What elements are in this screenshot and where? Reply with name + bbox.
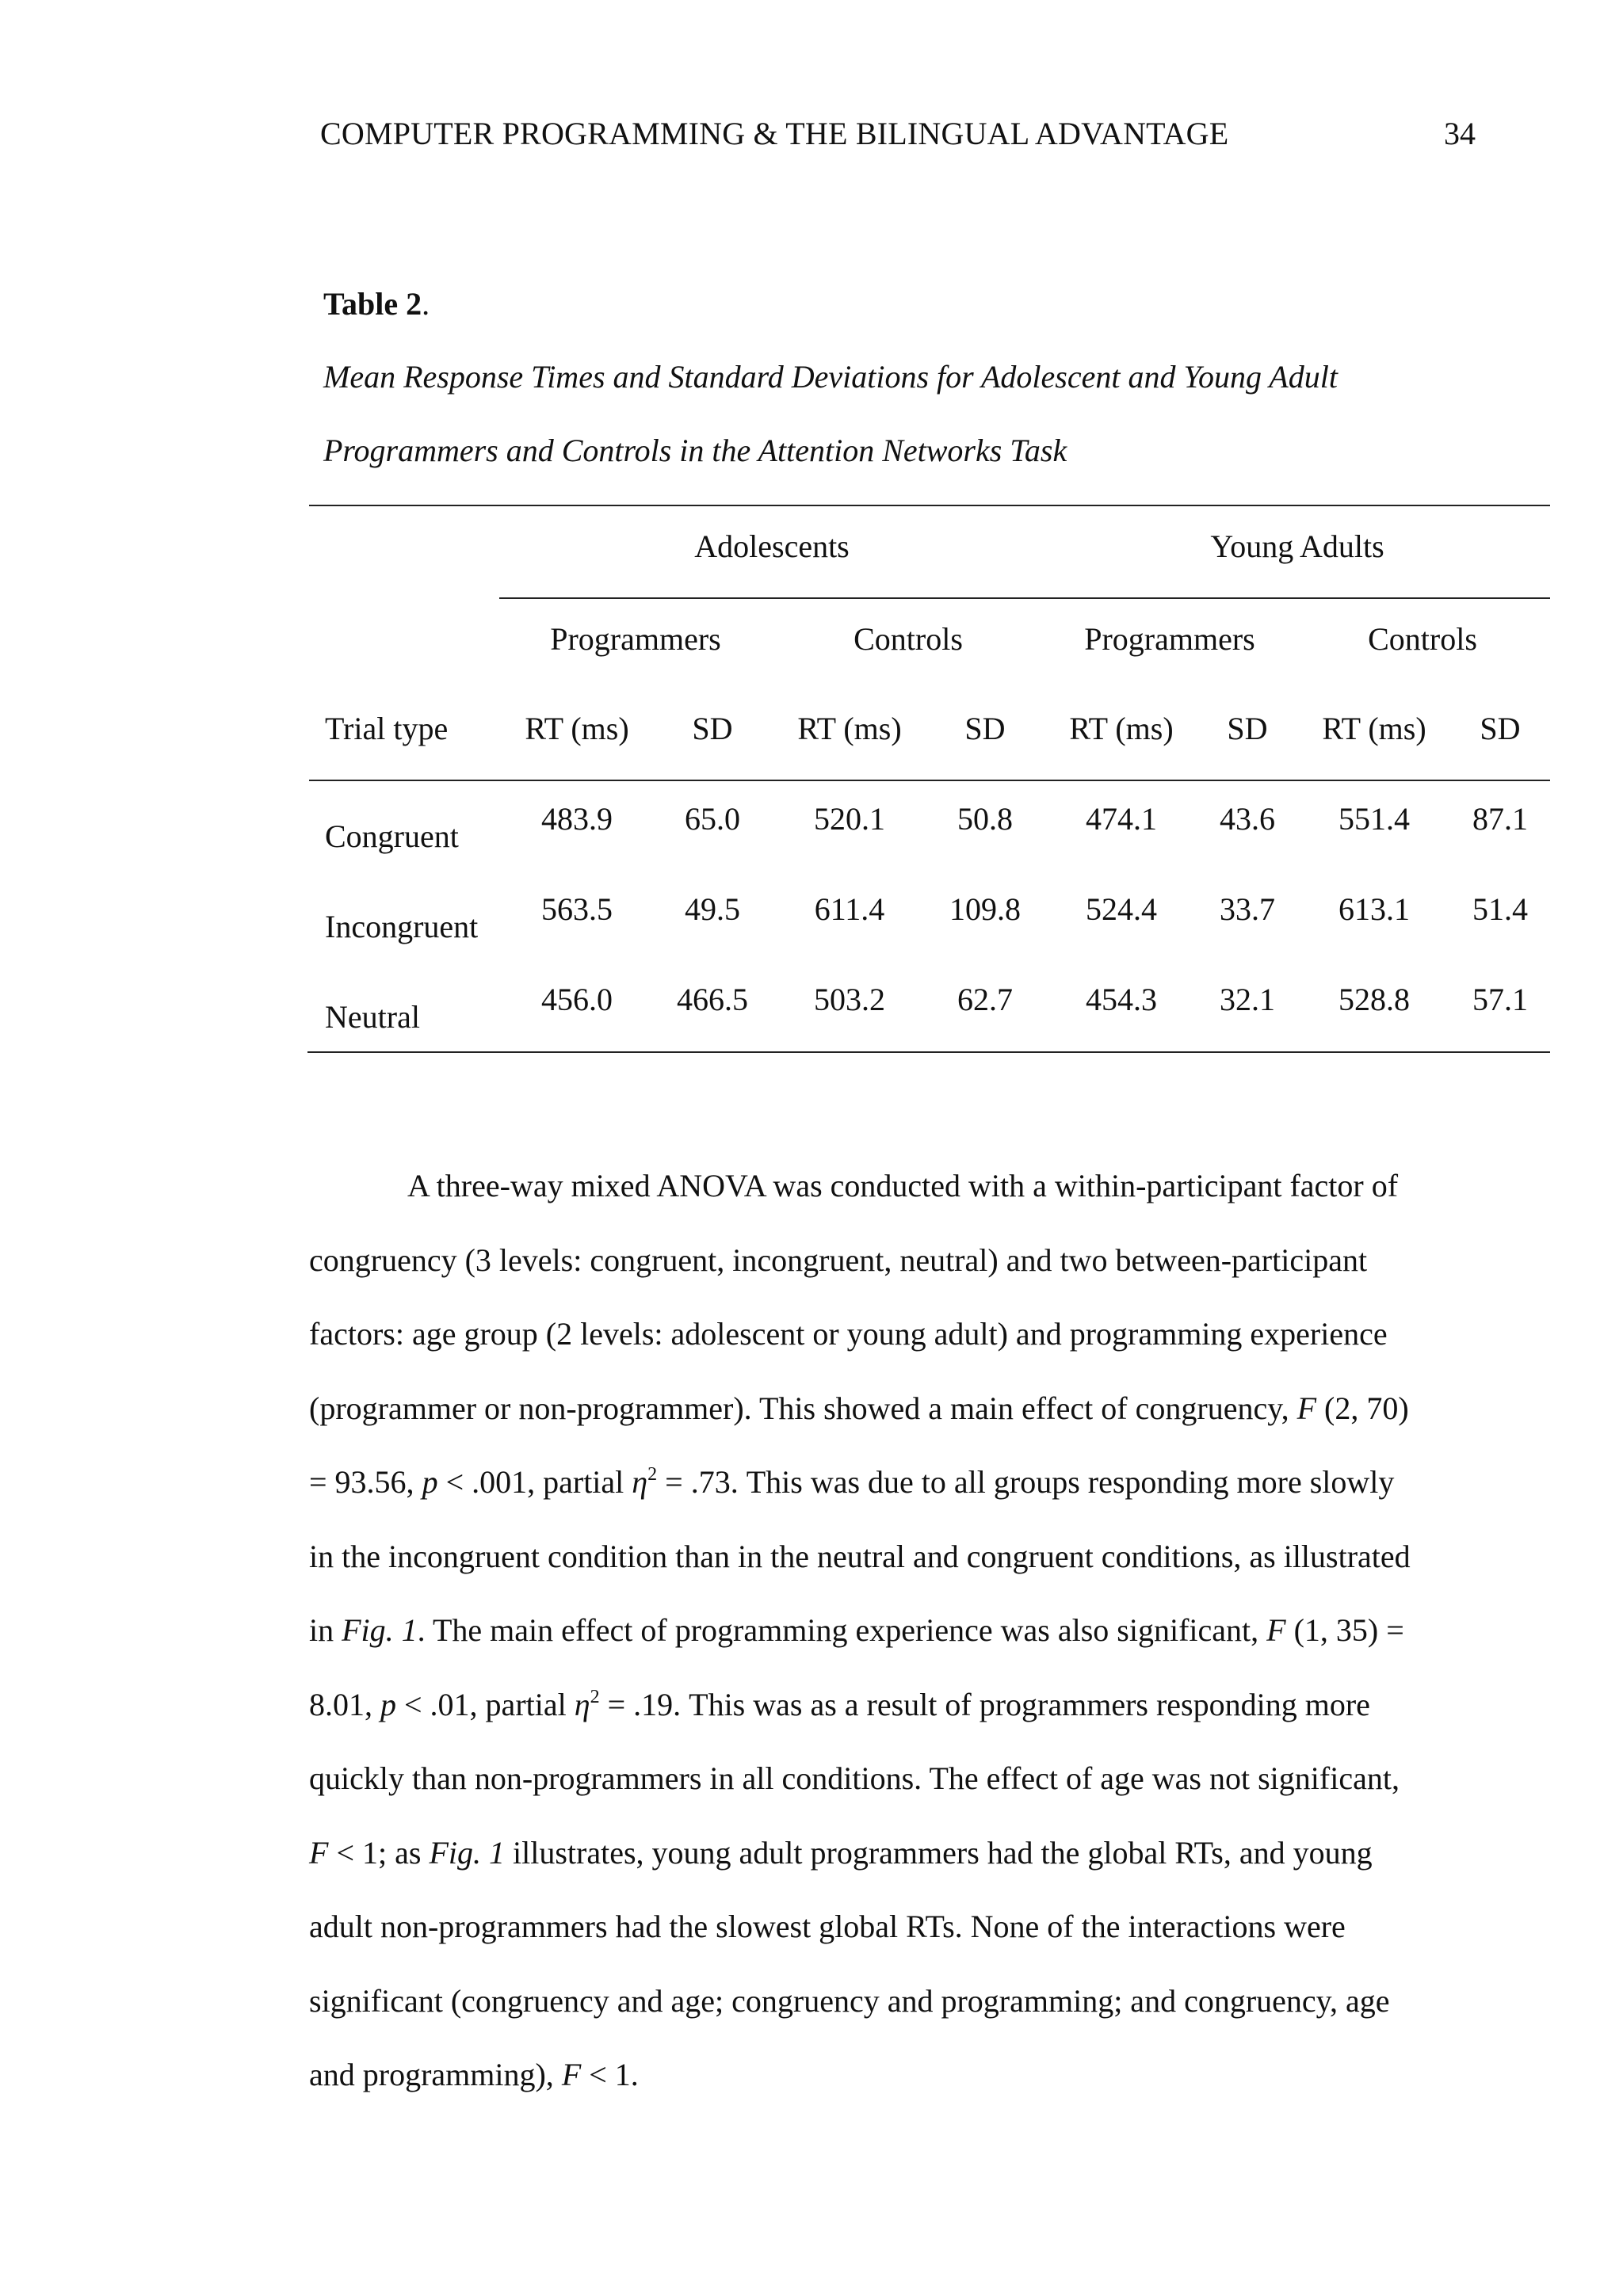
superscript: 2 (647, 1464, 658, 1485)
paragraph-line: congruency (3 levels: congruent, incongruent, neutral) and two between-participant (309, 1241, 1368, 1278)
stat-symbol-p: p (422, 1464, 438, 1500)
paragraph-line: quickly than non-programmers in all conditions. The effect of age was not significant, (309, 1760, 1400, 1796)
table-label-text: Table 2 (323, 286, 422, 322)
text-run: in (309, 1612, 342, 1648)
table-cell: 454.3 (1086, 982, 1157, 1017)
group-header-adolescents: Adolescents (694, 528, 850, 564)
column-header: SD (692, 711, 733, 746)
table-cell: 65.0 (685, 801, 740, 837)
table-cell: 613.1 (1338, 891, 1410, 927)
subgroup-header: Programmers (1084, 621, 1255, 657)
stat-symbol-f: F (1296, 1390, 1317, 1426)
stub-header: Trial type (325, 711, 449, 746)
paragraph-line (309, 1668, 1466, 1742)
paragraph-line: A three-way mixed ANOVA was conducted with a within-participant factor of (407, 1168, 1399, 1203)
figure-reference: Fig. 1 (342, 1612, 418, 1648)
table-cell: 474.1 (1086, 801, 1157, 837)
paragraph-line: adult non-programmers had the slowest global RTs. None of the interactions were (309, 1909, 1346, 1944)
column-header: RT (ms) (797, 711, 902, 746)
group-header-rule (499, 597, 1550, 599)
table-cell: 32.1 (1220, 982, 1275, 1017)
page-number: 34 (1444, 116, 1476, 151)
text-run: < 1; as (328, 1834, 430, 1871)
table-cell: 43.6 (1220, 801, 1275, 837)
table-title-line-1: Mean Response Times and Standard Deviations for Adolescent and Young Adult (323, 359, 1338, 395)
table-cell: 503.2 (814, 982, 885, 1017)
figure-reference: Fig. 1 (429, 1834, 505, 1871)
table-title-line-2: Programmers and Controls in the Attention Networks Task (323, 433, 1067, 468)
table-cell: 551.4 (1338, 801, 1410, 837)
row-label-neutral: Neutral (325, 999, 420, 1035)
row-label-incongruent: Incongruent (325, 909, 479, 944)
table-cell: 563.5 (541, 891, 613, 927)
table-label (323, 285, 430, 322)
subgroup-header: Controls (854, 621, 963, 657)
subgroup-header: Controls (1368, 621, 1477, 657)
superscript: 2 (590, 1686, 600, 1707)
table-cell: 483.9 (541, 801, 613, 837)
group-header-young-adults: Young Adults (1210, 528, 1384, 564)
body-paragraph (309, 1149, 1466, 2112)
paragraph-line (309, 1816, 1466, 1890)
column-header: RT (ms) (1069, 711, 1174, 746)
table-cell: 33.7 (1220, 891, 1275, 927)
table-label-period: . (422, 286, 430, 322)
table-cell: 57.1 (1472, 982, 1528, 1017)
table-cell: 528.8 (1338, 982, 1410, 1017)
text-run: 8.01, (309, 1686, 380, 1722)
table-cell: 50.8 (957, 801, 1013, 837)
text-run: and programming), (309, 2057, 562, 2092)
table-cell: 466.5 (677, 982, 748, 1017)
column-header: RT (ms) (525, 711, 629, 746)
column-header: SD (1227, 711, 1268, 746)
table-cell: 456.0 (541, 982, 613, 1017)
paragraph-line (309, 1371, 1466, 1446)
paragraph-line: in the incongruent condition than in the neutral and congruent conditions, as illustrated (309, 1538, 1411, 1574)
text-run: < 1. (581, 2057, 639, 2092)
table-cell: 62.7 (957, 982, 1013, 1017)
paragraph-line (309, 1593, 1466, 1668)
table-cell: 49.5 (685, 891, 740, 927)
paragraph-line: factors: age group (2 levels: adolescent or young adult) and programming experience (309, 1316, 1388, 1352)
text-run: < .001, partial (437, 1464, 632, 1500)
column-header-rule (309, 780, 1550, 781)
text-run: . The main effect of programming experience was also significant, (417, 1612, 1267, 1648)
stat-symbol-f: F (561, 2057, 582, 2092)
subgroup-header: Programmers (550, 621, 721, 657)
table-cell: 87.1 (1472, 801, 1528, 837)
text-run: (programmer or non-programmer). This showed a main effect of congruency, (309, 1390, 1297, 1426)
text-run: (2, 70) (1316, 1390, 1409, 1426)
stat-symbol-f: F (309, 1834, 329, 1871)
paragraph-line (309, 2038, 1466, 2112)
table-cell: 611.4 (814, 891, 885, 927)
running-head: COMPUTER PROGRAMMING & THE BILINGUAL ADVANTAGE (320, 116, 1229, 151)
table-cell: 109.8 (949, 891, 1021, 927)
text-run: = .73. This was due to all groups responding more slowly (657, 1464, 1395, 1500)
stat-symbol-p: p (380, 1686, 396, 1722)
stat-symbol-f: F (1266, 1612, 1286, 1648)
text-run: < .01, partial (396, 1686, 575, 1722)
column-header: RT (ms) (1322, 711, 1426, 746)
text-run: = .19. This was as a result of programmers responding more (599, 1686, 1370, 1722)
column-header: SD (964, 711, 1006, 746)
table-cell: 520.1 (814, 801, 885, 837)
text-run: (1, 35) = (1285, 1612, 1404, 1648)
stat-symbol-eta: η (632, 1464, 648, 1500)
paragraph-line: significant (congruency and age; congruency and programming; and congruency, age (309, 1982, 1390, 2019)
table-top-rule (309, 505, 1550, 506)
table-bottom-rule (307, 1051, 1550, 1053)
paragraph-line (309, 1445, 1466, 1520)
text-run: = 93.56, (309, 1464, 422, 1500)
table-cell: 51.4 (1472, 891, 1528, 927)
column-header: SD (1480, 711, 1521, 746)
stat-symbol-eta: η (574, 1686, 590, 1722)
row-label-congruent: Congruent (325, 818, 459, 854)
text-run: illustrates, young adult programmers had the global RTs, and young (504, 1834, 1373, 1871)
table-cell: 524.4 (1086, 891, 1157, 927)
